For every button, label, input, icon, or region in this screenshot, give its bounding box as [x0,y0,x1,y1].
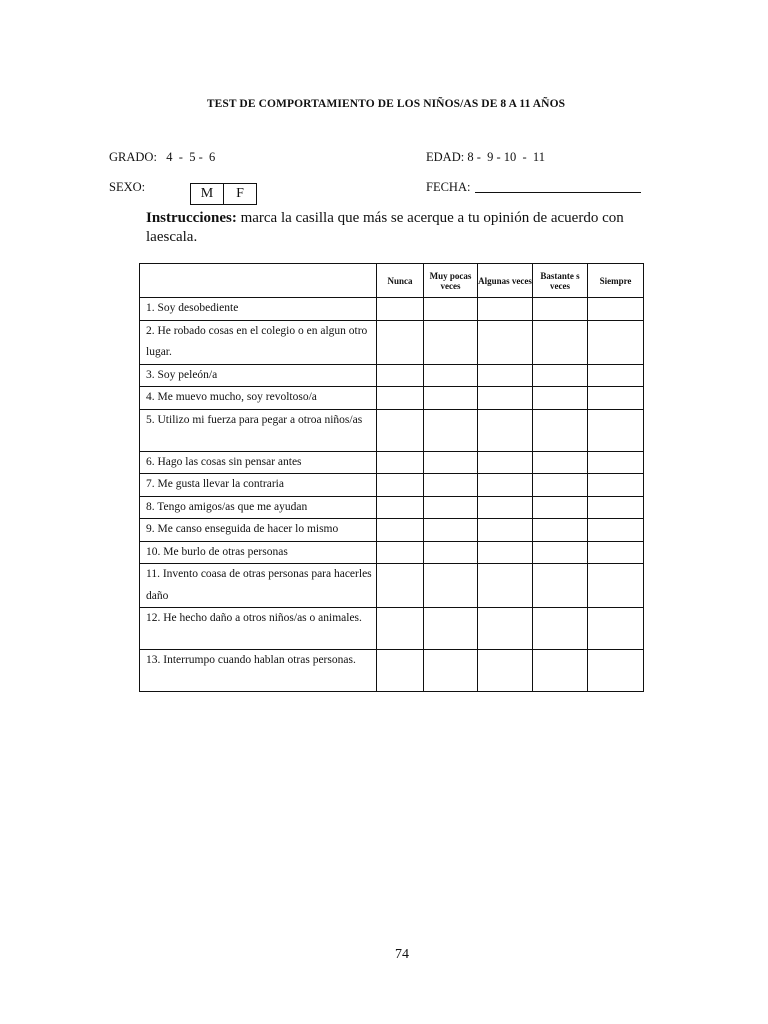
question-text: 2. He robado cosas en el colegio o en algun otro lugar. [140,320,377,364]
answer-cell[interactable] [377,320,424,364]
table-row [140,519,644,542]
answer-cell[interactable] [533,387,588,410]
answer-cell[interactable] [533,364,588,387]
answer-cell[interactable] [588,387,644,410]
answer-cell[interactable] [424,474,478,497]
page-number: 74 [395,947,409,962]
answer-cell[interactable] [377,451,424,474]
answer-cell[interactable] [533,451,588,474]
answer-cell[interactable] [533,564,588,608]
sexo-option-m[interactable]: M [200,186,214,201]
answer-cell[interactable] [377,364,424,387]
answer-cell[interactable] [588,451,644,474]
header-item-column [140,264,377,298]
table-header-row [140,264,644,298]
answer-cell[interactable] [588,320,644,364]
answer-cell[interactable] [478,541,533,564]
answer-cell[interactable] [478,320,533,364]
answer-cell[interactable] [533,474,588,497]
answer-cell[interactable] [377,541,424,564]
table-row [140,564,644,608]
answer-cell[interactable] [424,409,478,451]
answer-cell[interactable] [424,564,478,608]
answer-cell[interactable] [533,409,588,451]
answer-cell[interactable] [424,541,478,564]
answer-cell[interactable] [533,541,588,564]
answer-cell[interactable] [424,387,478,410]
answer-cell[interactable] [588,541,644,564]
answer-cell[interactable] [377,650,424,692]
answer-cell[interactable] [588,364,644,387]
question-text: 13. Interrumpo cuando hablan otras personas. [140,650,377,692]
table-row [140,541,644,564]
answer-cell[interactable] [588,608,644,650]
table-row [140,409,644,451]
answer-cell[interactable] [377,496,424,519]
page-title: TEST DE COMPORTAMIENTO DE LOS NIÑOS/AS DE 8 A 11 AÑOS [206,98,566,110]
answer-cell[interactable] [478,608,533,650]
question-text: 3. Soy peleón/a [140,364,377,387]
answer-cell[interactable] [377,564,424,608]
fecha-label: FECHA: [426,180,471,194]
sexo-option-f[interactable]: F [223,184,256,204]
answer-cell[interactable] [377,608,424,650]
question-text: 5. Utilizo mi fuerza para pegar a otroa niños/as [140,409,377,451]
answer-cell[interactable] [588,474,644,497]
answer-cell[interactable] [588,496,644,519]
table-row [140,320,644,364]
sexo-selector [190,183,257,205]
answer-cell[interactable] [424,496,478,519]
answer-cell[interactable] [377,474,424,497]
answer-cell[interactable] [588,650,644,692]
answer-cell[interactable] [478,496,533,519]
answer-cell[interactable] [588,519,644,542]
answer-cell[interactable] [533,320,588,364]
question-text: 11. Invento coasa de otras personas para hacerles daño [140,564,377,608]
instructions-label: Instrucciones: [146,210,237,226]
answer-cell[interactable] [424,298,478,321]
answer-cell[interactable] [533,298,588,321]
answer-cell[interactable] [424,451,478,474]
question-text: 9. Me canso enseguida de hacer lo mismo [140,519,377,542]
table-row [140,608,644,650]
answer-cell[interactable] [533,608,588,650]
instructions [146,209,646,247]
answer-cell[interactable] [478,364,533,387]
header-bastantes-veces: Bastante s veces [533,264,588,298]
sexo-label: SEXO: [109,180,146,194]
table-row [140,474,644,497]
answer-cell[interactable] [424,650,478,692]
edad-field: EDAD: 8 - 9 - 10 - 11 [426,150,545,164]
answer-cell[interactable] [377,409,424,451]
answer-cell[interactable] [588,564,644,608]
answer-cell[interactable] [478,519,533,542]
fecha-input-line[interactable] [475,192,641,193]
answer-cell[interactable] [424,519,478,542]
answer-cell[interactable] [478,409,533,451]
answer-cell[interactable] [478,451,533,474]
answer-cell[interactable] [424,364,478,387]
question-text: 12. He hecho daño a otros niños/as o animales. [140,608,377,650]
answer-cell[interactable] [478,298,533,321]
header-siempre: Siempre [588,264,644,298]
table-row [140,387,644,410]
table-row [140,650,644,692]
table-row [140,496,644,519]
answer-cell[interactable] [377,298,424,321]
table-row [140,451,644,474]
table-row [140,298,644,321]
answer-cell[interactable] [533,519,588,542]
instructions-text: marca la casilla que más se acerque a tu opinión de acuerdo con laescala. [146,210,624,245]
answer-cell[interactable] [588,298,644,321]
question-text: 8. Tengo amigos/as que me ayudan [140,496,377,519]
header-algunas-veces: Algunas veces [478,264,533,298]
header-muy-pocas-veces: Muy pocas veces [424,264,478,298]
answer-cell[interactable] [424,320,478,364]
answer-cell[interactable] [533,496,588,519]
question-text: 7. Me gusta llevar la contraria [140,474,377,497]
behavior-table [139,263,644,692]
answer-cell[interactable] [424,608,478,650]
answer-cell[interactable] [478,387,533,410]
header-nunca: Nunca [377,264,424,298]
answer-cell[interactable] [533,650,588,692]
table-row [140,364,644,387]
answer-cell[interactable] [478,474,533,497]
answer-cell[interactable] [478,564,533,608]
question-text: 6. Hago las cosas sin pensar antes [140,451,377,474]
answer-cell[interactable] [478,650,533,692]
question-text: 4. Me muevo mucho, soy revoltoso/a [140,387,377,410]
grado-field: GRADO: 4 - 5 - 6 [109,150,216,164]
answer-cell[interactable] [377,519,424,542]
answer-cell[interactable] [377,387,424,410]
question-text: 10. Me burlo de otras personas [140,541,377,564]
question-text: 1. Soy desobediente [140,298,377,321]
answer-cell[interactable] [588,409,644,451]
